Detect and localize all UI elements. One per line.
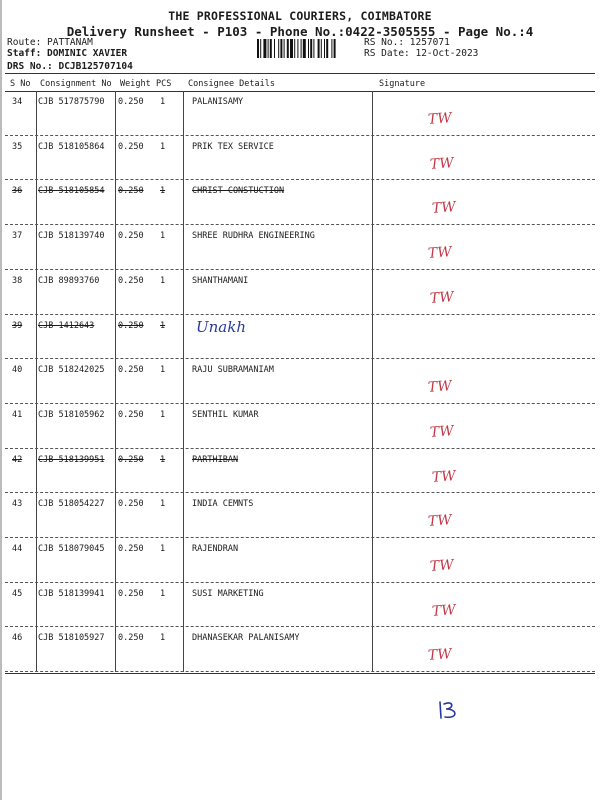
- row-consignee: INDIA CEMNTS: [192, 499, 254, 510]
- row-pcs: 1: [160, 499, 166, 510]
- staff-label: Staff: DOMINIC XAVIER: [7, 48, 128, 59]
- row-sno: 45: [12, 588, 23, 599]
- row-pcs: 1: [160, 97, 166, 107]
- row-consignment-no: CJB 1412643: [38, 320, 95, 331]
- col-signature-header: Signature: [379, 79, 426, 89]
- signature-mark: TW: [427, 110, 453, 128]
- signature-mark: TW: [429, 557, 455, 575]
- row-sno: 35: [12, 141, 23, 152]
- row-sno: 44: [12, 544, 23, 554]
- rs-date: RS Date: 12-Oct-2023: [364, 48, 479, 59]
- col-consignee-header: Consignee Details: [188, 79, 275, 89]
- row-consignment-no: CJB 518105927: [38, 633, 105, 644]
- row-pcs: 1: [160, 186, 166, 197]
- row-pcs: 1: [160, 275, 166, 286]
- row-consignee: SHREE RUDHRA ENGINEERING: [192, 231, 315, 242]
- row-consignee: PRIK TEX SERVICE: [192, 141, 274, 152]
- row-separator: [5, 671, 595, 672]
- row-consignee: RAJENDRAN: [192, 544, 239, 554]
- row-consignment-no: CJB 518242025: [38, 365, 105, 376]
- signature-mark: TW: [431, 601, 457, 620]
- row-consignment-no: CJB 518105854: [38, 186, 105, 197]
- row-pcs: 1: [160, 409, 166, 420]
- row-weight: 0.250: [118, 454, 144, 465]
- table-bottom-rule: [5, 673, 595, 674]
- drs-number: DRS No.: DCJB125707104: [7, 61, 133, 72]
- signature-mark: TW: [427, 244, 453, 262]
- row-consignee: RAJU SUBRAMANIAM: [192, 365, 274, 376]
- row-consignee: SENTHIL KUMAR: [192, 409, 259, 420]
- row-consignment-no: CJB 518079045: [38, 544, 105, 554]
- signature-mark: TW: [427, 378, 453, 396]
- row-pcs: 1: [160, 454, 166, 465]
- row-sno: 36: [12, 186, 23, 197]
- signature-mark: TW: [429, 154, 455, 173]
- row-weight: 0.250: [118, 409, 144, 420]
- row-weight: 0.250: [118, 97, 144, 107]
- signature-mark: TW: [427, 646, 453, 665]
- barcode: [257, 39, 361, 58]
- row-pcs: 1: [160, 320, 166, 331]
- route-label: Route: PATTANAM: [7, 37, 93, 48]
- row-pcs: 1: [160, 365, 166, 376]
- row-consignment-no: CJB 89893760: [38, 275, 100, 286]
- col-weight-header: Weight: [120, 79, 151, 89]
- company-title: THE PROFESSIONAL COURIERS, COIMBATORE: [168, 9, 432, 23]
- row-consignee: SUSI MARKETING: [192, 588, 264, 599]
- row-pcs: 1: [160, 588, 166, 599]
- signature-mark: TW: [429, 288, 455, 307]
- row-consignee: DHANASEKAR PALANISAMY: [192, 633, 300, 644]
- row-sno: 38: [12, 275, 23, 286]
- row-pcs: 1: [160, 544, 166, 554]
- row-pcs: 1: [160, 633, 166, 644]
- signature-mark: TW: [427, 512, 453, 531]
- row-consignee: PALANISAMY: [192, 97, 244, 107]
- row-sno: 41: [12, 409, 23, 420]
- row-consignee: SHANTHAMANI: [192, 275, 249, 286]
- row-sno: 43: [12, 499, 23, 510]
- col-pcs-header: PCS: [156, 79, 172, 89]
- row-weight: 0.250: [118, 320, 144, 331]
- signature-mark: TW: [429, 423, 455, 441]
- runsheet-subtitle: Delivery Runsheet - P103 - Phone No.:0422-3505555 - Page No.:4: [66, 24, 534, 39]
- signature-mark: TW: [431, 199, 457, 218]
- row-weight: 0.250: [118, 544, 144, 554]
- row-consignment-no: CJB 518105962: [38, 409, 105, 420]
- row-consignment-no: CJB 518139941: [38, 588, 105, 599]
- row-weight: 0.250: [118, 633, 144, 644]
- col-consignment-header: Consignment No: [40, 79, 112, 89]
- row39-handwritten-note: Unakh: [196, 318, 246, 336]
- row-sno: 46: [12, 633, 23, 644]
- row-consignment-no: CJB 518105864: [38, 141, 105, 152]
- row-weight: 0.250: [118, 231, 144, 242]
- col-sno-header: S No: [10, 79, 31, 89]
- row-sno: 34: [12, 97, 23, 107]
- footer-handwritten-mark: [436, 696, 466, 724]
- row-weight: 0.250: [118, 365, 144, 376]
- row-weight: 0.250: [118, 141, 144, 152]
- row-weight: 0.250: [118, 499, 144, 510]
- rs-number: RS No.: 1257071: [364, 37, 450, 48]
- row-consignee: PARTHIBAN: [192, 454, 239, 465]
- row-weight: 0.250: [118, 186, 144, 197]
- row-pcs: 1: [160, 231, 166, 242]
- row-pcs: 1: [160, 141, 166, 152]
- row-sno: 42: [12, 454, 23, 465]
- row-consignment-no: CJB 518054227: [38, 499, 105, 510]
- row-consignee: CHRIST CONSTUCTION: [192, 186, 285, 197]
- row-weight: 0.250: [118, 275, 144, 286]
- header-top-rule: [5, 73, 595, 74]
- row-weight: 0.250: [118, 588, 144, 599]
- signature-mark: TW: [431, 467, 457, 486]
- row-consignment-no: CJB 517875790: [38, 97, 105, 107]
- row-sno: 40: [12, 365, 23, 376]
- row-sno: 37: [12, 231, 23, 242]
- row-consignment-no: CJB 518139740: [38, 231, 105, 242]
- row-sno: 39: [12, 320, 23, 331]
- row-consignment-no: CJB 518139951: [38, 454, 105, 465]
